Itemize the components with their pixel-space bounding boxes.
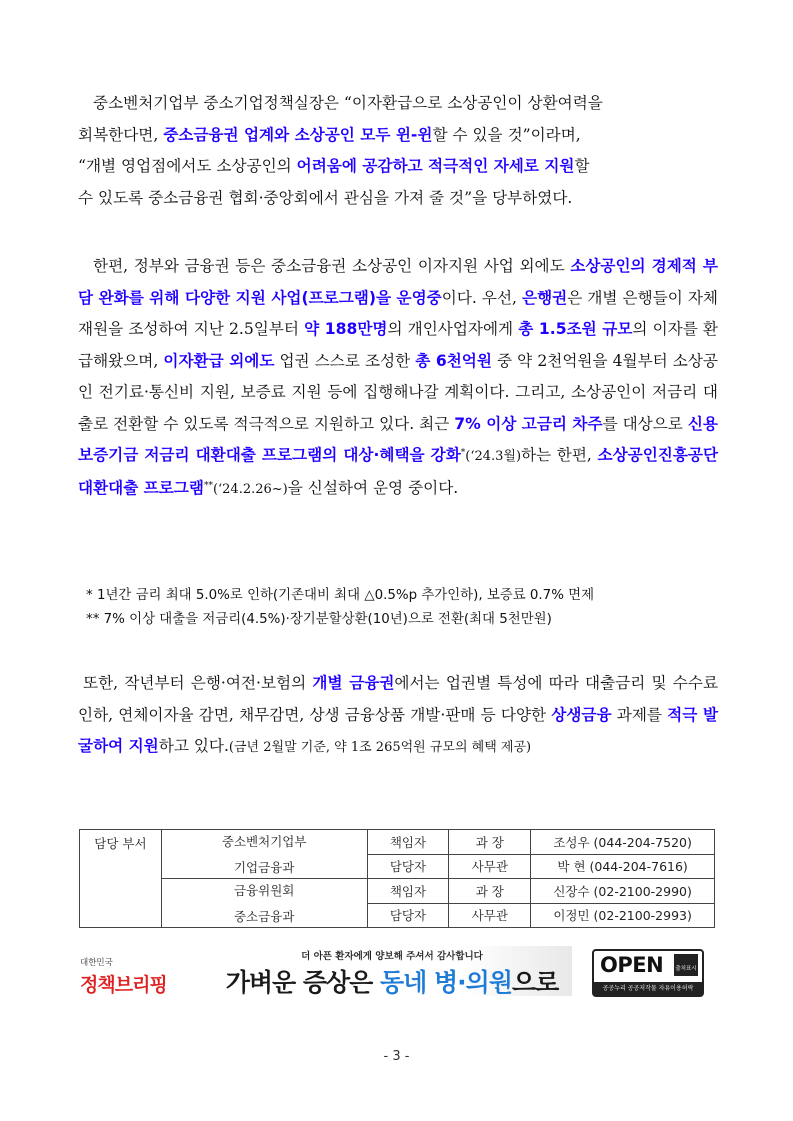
para1-text: “개별 영업점에서도 소상공인의: [78, 157, 297, 175]
para3-highlight: 상생금융: [551, 705, 612, 724]
campaign-subtitle: 더 아픈 환자에게 양보해 주셔서 감사합니다: [301, 951, 483, 962]
footer-banner: [72, 940, 722, 1002]
open-word: OPEN: [600, 953, 664, 977]
org-1-division: 기업금융과: [233, 860, 295, 875]
org-1: [161, 830, 367, 879]
para1-line1: 중소벤처기업부 중소기업정책실장은 “이자환급으로 소상공인이 상환여력을: [93, 94, 603, 112]
para2-highlight: 총 1.5조원 규모: [518, 320, 633, 338]
person-cell: 신장수 (02-2100-2990): [531, 879, 715, 904]
para3-text: 에서는 업권별 특성에 따라 대출금리 및 수수료 인하, 연체이자율 감면, 채무감면, 상생 금융상품 개발·판매 등 다양한: [78, 674, 719, 724]
title-cell: 과 장: [449, 879, 531, 904]
footnote-2: ** 7% 이상 대출을 저금리(4.5%)·장기분할상환(10년)으로 전환(최대 5천만원): [86, 612, 552, 627]
table-row: [80, 830, 715, 855]
para2-text: 이다. 우선,: [441, 288, 523, 307]
para1-text: 회복한다면,: [78, 125, 164, 144]
person-cell: 박 현 (044-204-7616): [531, 854, 715, 879]
para2-text: 하는 한편,: [521, 446, 598, 464]
para3-text: 하고 있다.: [158, 737, 229, 755]
para2-text: 를 대상으로: [602, 414, 688, 433]
para2-date-note: (‘24.2.26~): [212, 481, 288, 497]
page-number: - 3 -: [383, 1049, 410, 1064]
logo-small-text: 대한민국: [80, 958, 113, 968]
title-cell: 사무관: [449, 854, 531, 879]
campaign-banner: [212, 946, 572, 996]
para3-note: (금년 2월말 기준, 약 1조 265억원 규모의 혜택 제공): [228, 740, 532, 755]
campaign-title-a: 가벼운 증상은: [225, 968, 381, 997]
paragraph-3: [78, 668, 718, 764]
campaign-title: [212, 963, 572, 999]
para2-text: 업권 스스로 조성한: [274, 351, 416, 370]
logo-title-accent: 정: [80, 974, 98, 996]
campaign-title-highlight: 동네 병·의원: [380, 968, 512, 997]
footnote-1: * 1년간 금리 최대 5.0%로 인하(기존대비 최대 △0.5%p 추가인하), 보증료 0.7% 면제: [86, 588, 595, 603]
para2-highlight: 이자환급 외에도: [163, 351, 275, 370]
para2-highlight: 신용보증기금 저금리 대환대출 프로그램의 대상·혜택을 강화: [78, 414, 718, 464]
title-cell: 사무관: [449, 903, 531, 928]
role-cell: 담당자: [367, 854, 449, 879]
role-cell: 담당자: [367, 903, 449, 928]
para2-highlight: 은행권: [522, 288, 568, 307]
org-2: [161, 879, 367, 928]
para2-text: 의 이자를 환급해왔으며,: [78, 320, 718, 370]
para2-highlight: 약 188만명: [304, 320, 388, 338]
para2-highlight: 7% 이상 고금리 차주: [454, 414, 603, 433]
para3-text: 또한, 작년부터 은행·여전·보험의: [83, 674, 313, 692]
paragraph-2: [78, 251, 718, 505]
open-license-bar: 공공누리 공공저작물 자유이용허락: [594, 982, 702, 995]
footnote-marker: *: [460, 448, 466, 458]
para1-line4: 수 있도록 중소금융권 협회·중앙회에서 관심을 가져 줄 것”을 당부하였다.: [78, 188, 573, 207]
para2-highlight: 소상공인의 경제적 부담 완화를 위해 다양한 지원 사업(프로그램)을 운영중: [78, 257, 718, 307]
para2-date-note: (‘24.3월): [465, 449, 522, 464]
footnotes: [86, 584, 726, 632]
para2-highlight: 총 6천억원: [415, 351, 492, 370]
para2-text: 을 신설하여 운영 중이다.: [287, 478, 459, 497]
paragraph-1: [78, 88, 718, 214]
para2-text: 의 개인사업자에게: [387, 320, 519, 338]
footnote-marker: **: [203, 480, 213, 491]
para3-text: 과제를: [611, 705, 668, 724]
logo-title: [80, 970, 167, 997]
para2-text: 은 개별 은행들이 자체 재원을 조성하여 지난 2.5일부터: [78, 288, 718, 338]
role-cell: 책임자: [367, 879, 449, 904]
logo-title-rest: 책브리핑: [97, 974, 167, 996]
para2-text: 중 약 2천억원을 4월부터 소상공인 전기료·통신비 지원, 보증료 지원 등에 집행해나갈 계획이다. 그리고, 소상공인이 저금리 대출로 전환할 수 있도록 적극적으로 지원하고 있다. 최근: [78, 351, 718, 433]
contact-table: [79, 829, 715, 928]
para3-highlight: 적극 발굴하여 지원: [78, 705, 719, 755]
para1-highlight-2: 어려움에 공감하고 적극적인 자세로 지원: [296, 157, 575, 175]
attribution-icon: 출처표시: [674, 954, 698, 976]
para2-text: 한편, 정부와 금융권 등은 중소금융권 소상공인 이자지원 사업 외에도: [93, 257, 571, 275]
kogl-open-license-logo: [592, 949, 704, 997]
para1-text: 할 수 있을 것”이라며,: [432, 125, 581, 144]
para2-highlight: 소상공인진흥공단 대환대출 프로그램: [78, 446, 719, 497]
para1-highlight-1: 중소금융권 업계와 소상공인 모두 윈-윈: [163, 125, 433, 144]
dept-label: 담당 부서: [80, 830, 162, 928]
person-cell: 이정민 (02-2100-2993): [531, 903, 715, 928]
org-2-division: 중소금융과: [233, 909, 295, 924]
title-cell: 과 장: [449, 830, 531, 855]
policy-briefing-logo: [80, 956, 167, 997]
table-row: [80, 879, 715, 904]
org-1-name: 중소벤처기업부: [221, 834, 307, 849]
campaign-title-c: 으로: [511, 968, 559, 997]
para1-text: 할: [574, 157, 590, 175]
person-cell: 조성우 (044-204-7520): [531, 830, 715, 855]
org-2-name: 금융위원회: [233, 883, 295, 898]
role-cell: 책임자: [367, 830, 449, 855]
para3-highlight: 개별 금융권: [312, 674, 395, 692]
